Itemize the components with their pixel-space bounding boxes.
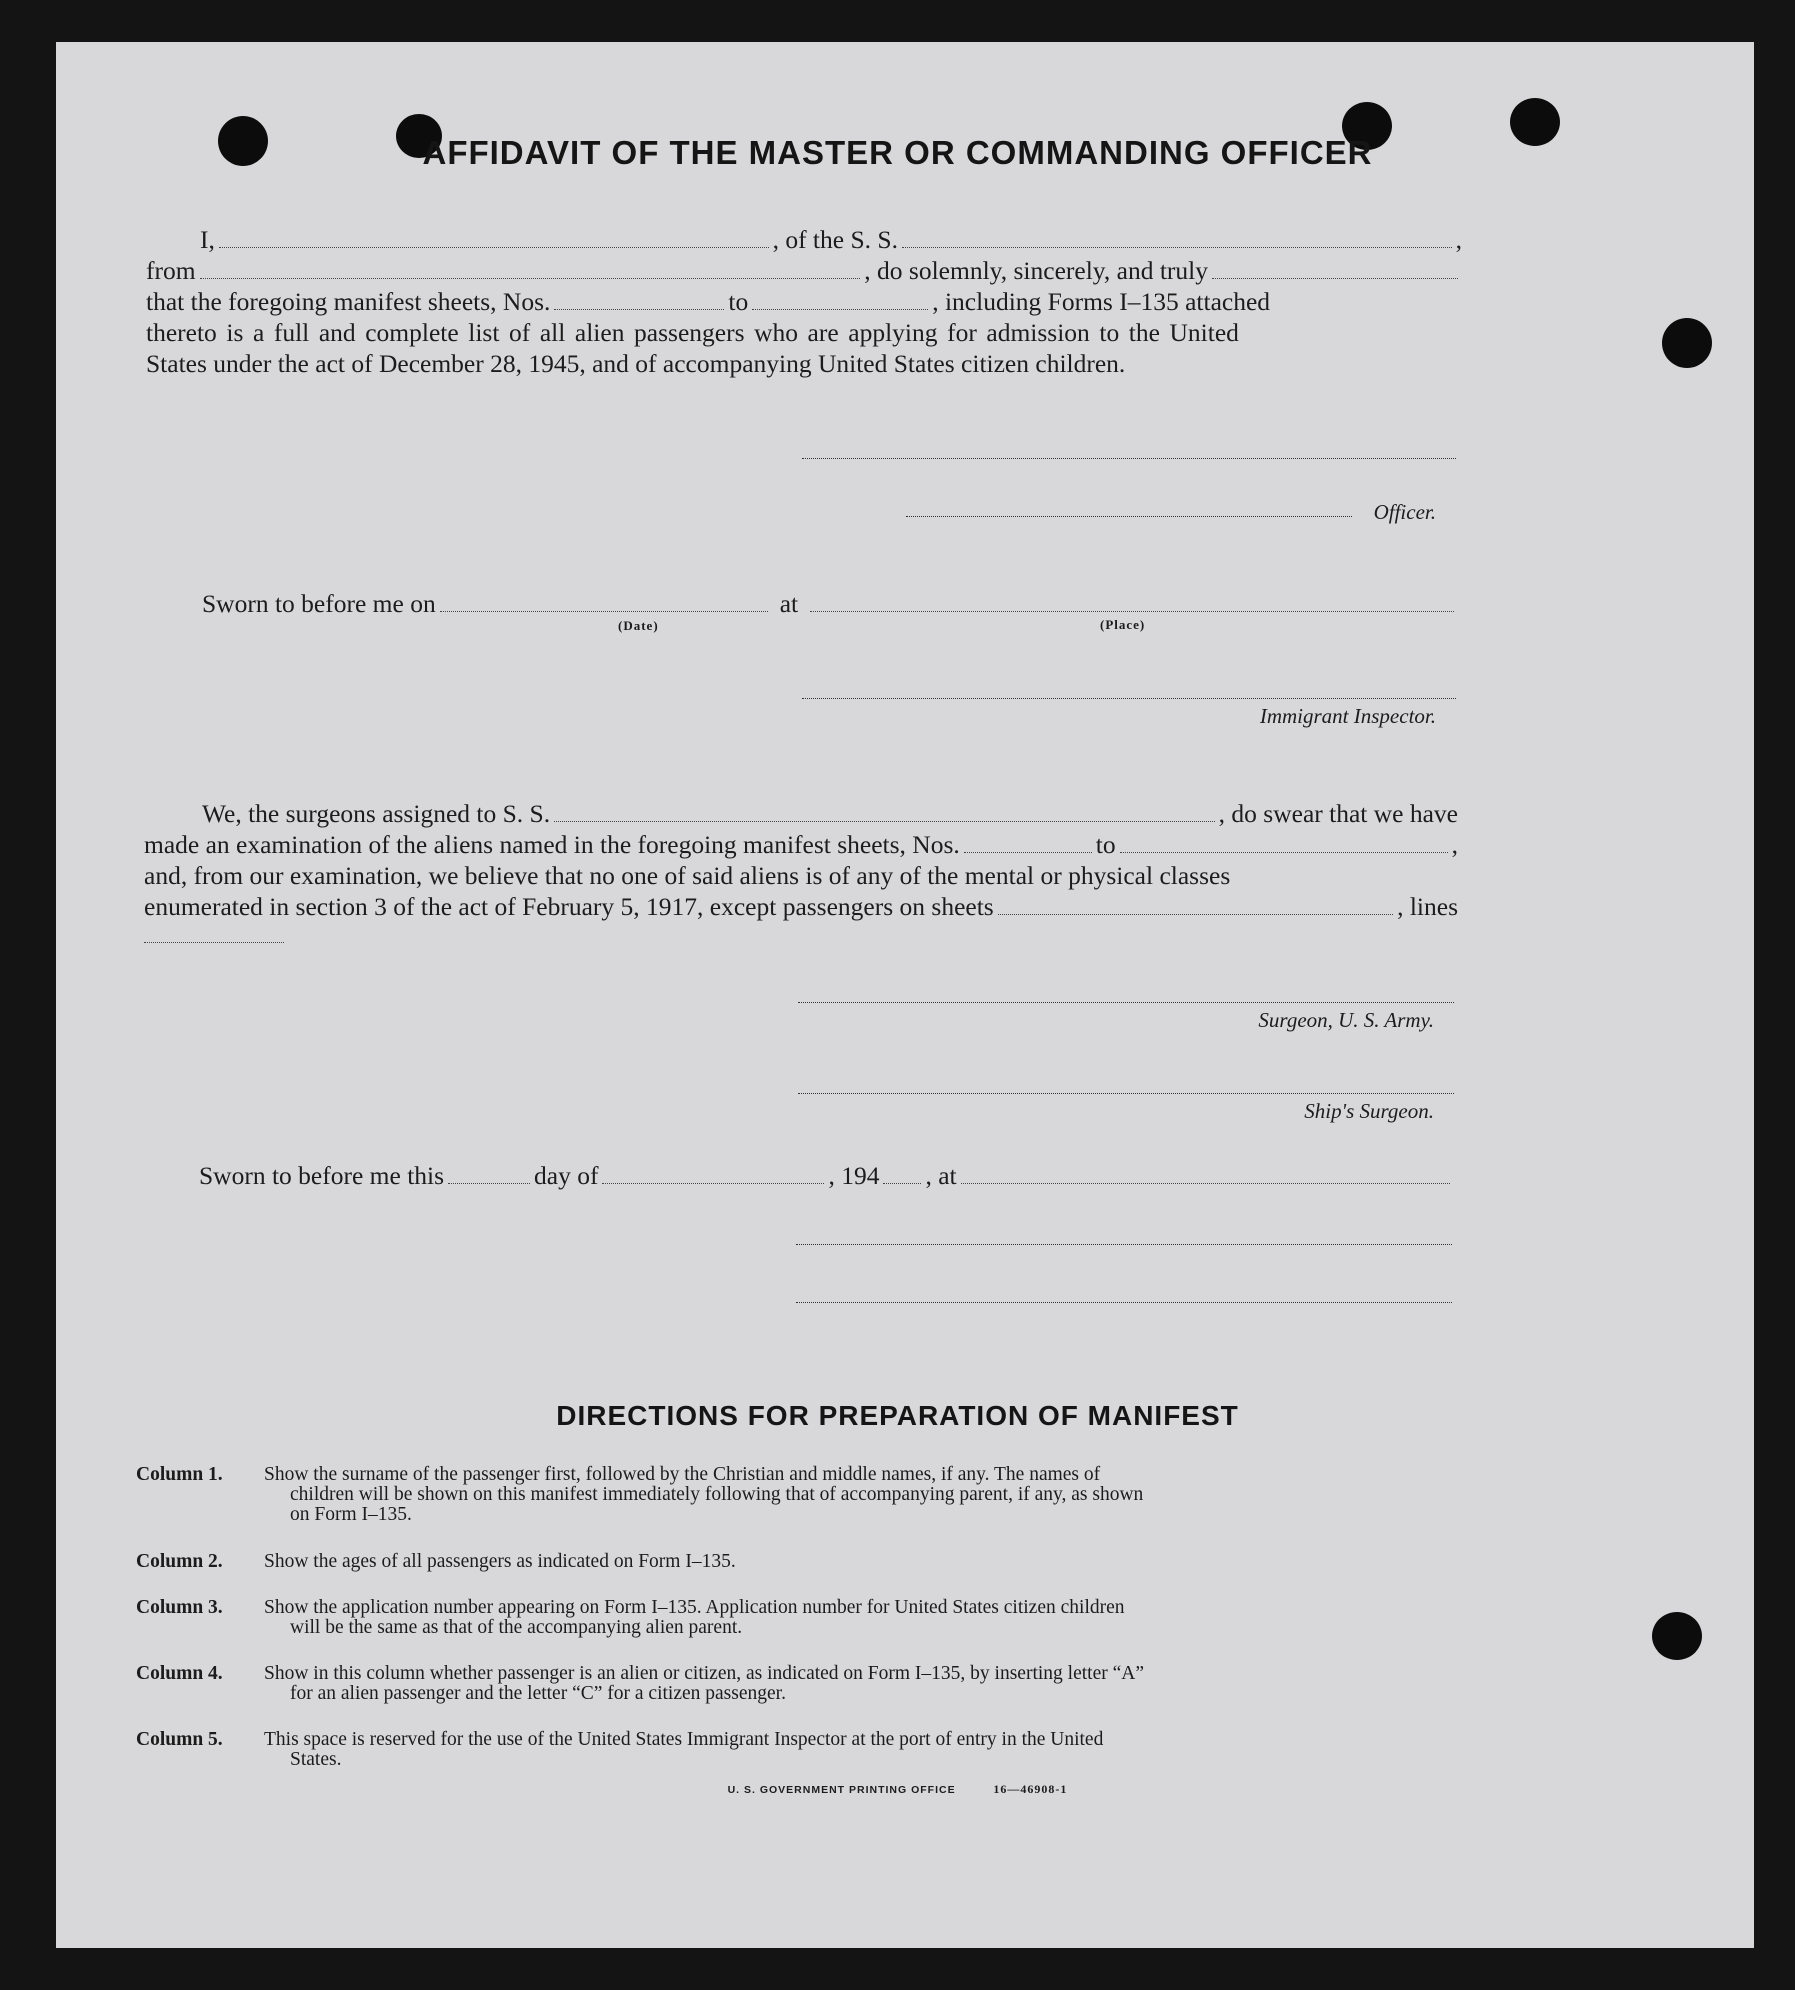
officer-title-line[interactable] bbox=[906, 516, 1352, 517]
affidavit-text: , of the S. S. bbox=[772, 225, 898, 254]
affidavit-text: that the foregoing manifest sheets, Nos. bbox=[146, 287, 551, 316]
official-title-line[interactable] bbox=[796, 1302, 1452, 1303]
inspector-signature-line[interactable] bbox=[802, 698, 1456, 699]
surgeons-text: , bbox=[1451, 830, 1458, 859]
ship-surgeon-label: Ship's Surgeon. bbox=[1304, 1099, 1434, 1123]
direction-text: Show the application number appearing on Form I–135. Application number for United States citizen children bbox=[264, 1597, 1125, 1618]
direction-item bbox=[136, 1664, 1452, 1704]
column-label: Column 3. bbox=[136, 1597, 223, 1618]
surgeons-text: to bbox=[1095, 830, 1116, 859]
master-name-field[interactable] bbox=[219, 227, 769, 248]
column-label: Column 5. bbox=[136, 1729, 223, 1750]
surgeons-text: enumerated in section 3 of the act of February 5, 1917, except passengers on sheets bbox=[144, 892, 994, 921]
inspector-label: Immigrant Inspector. bbox=[1259, 704, 1436, 728]
sworn-text: Sworn to before me on bbox=[202, 589, 436, 618]
place-caption: (Place) bbox=[1100, 617, 1146, 632]
printer-imprint bbox=[0, 1782, 1795, 1797]
direction-text: This space is reserved for the use of the United States Immigrant Inspector at the port of entry in the United bbox=[264, 1729, 1104, 1750]
direction-item bbox=[136, 1552, 1452, 1572]
direction-text: States. bbox=[290, 1749, 342, 1770]
surgeons-paragraph bbox=[144, 798, 1458, 953]
sworn-place-field[interactable] bbox=[810, 591, 1454, 612]
surgeons-text: , lines bbox=[1397, 892, 1458, 921]
form-code: 16—46908-1 bbox=[993, 1782, 1068, 1796]
direction-text: on Form I–135. bbox=[290, 1504, 412, 1525]
officer-signature-line[interactable] bbox=[802, 458, 1456, 459]
affidavit-text: , including Forms I–135 attached bbox=[932, 287, 1271, 316]
sworn-before-line-2 bbox=[199, 1160, 1454, 1191]
sworn-text: , at bbox=[925, 1161, 957, 1190]
officer-label: Officer. bbox=[1373, 500, 1436, 524]
affidavit-paragraph bbox=[146, 224, 1462, 379]
affidavit-text: , do solemnly, sincerely, and truly bbox=[864, 256, 1208, 285]
sworn-text: Sworn to before me this bbox=[199, 1161, 445, 1190]
punch-hole bbox=[1652, 1612, 1702, 1660]
sworn-before-line bbox=[202, 588, 1458, 619]
ship-name-field[interactable] bbox=[902, 227, 1452, 248]
affidavit-title: AFFIDAVIT OF THE MASTER OR COMMANDING OFFICER bbox=[422, 134, 1373, 171]
affidavit-text: thereto is a full and complete list of all alien passengers who are applying for admission to the United bbox=[146, 318, 1239, 347]
surgeons-text: We, the surgeons assigned to S. S. bbox=[202, 799, 551, 828]
surgeons-text: , do swear that we have bbox=[1218, 799, 1458, 828]
sworn-text: at bbox=[779, 589, 799, 618]
direction-text: will be the same as that of the accompanying alien parent. bbox=[290, 1617, 743, 1638]
army-surgeon-label: Surgeon, U. S. Army. bbox=[1258, 1008, 1434, 1032]
surgeons-text: and, from our examination, we believe that no one of said aliens is of any of the mental or physical classes bbox=[144, 861, 1231, 890]
punch-hole bbox=[1662, 318, 1712, 368]
surgeons-sheet-from-field[interactable] bbox=[964, 832, 1092, 853]
direction-item bbox=[136, 1465, 1452, 1525]
except-sheets-field[interactable] bbox=[998, 894, 1393, 915]
sworn-place-field-2[interactable] bbox=[961, 1163, 1450, 1184]
direction-item bbox=[136, 1598, 1452, 1638]
column-label: Column 4. bbox=[136, 1663, 223, 1684]
day-field[interactable] bbox=[448, 1163, 530, 1184]
direction-text: for an alien passenger and the letter “C” for a citizen passenger. bbox=[290, 1683, 786, 1704]
affidavit-text: , bbox=[1455, 225, 1463, 254]
direction-item bbox=[136, 1730, 1452, 1770]
direction-text: Show the ages of all passengers as indicated on Form I–135. bbox=[264, 1551, 736, 1572]
column-label: Column 2. bbox=[136, 1551, 223, 1572]
oath-field[interactable] bbox=[1212, 258, 1458, 279]
month-field[interactable] bbox=[602, 1163, 824, 1184]
sheet-from-field[interactable] bbox=[554, 289, 724, 310]
surgeons-sheet-to-field[interactable] bbox=[1120, 832, 1448, 853]
direction-text: Show in this column whether passenger is an alien or citizen, as indicated on Form I–135, by inserting letter “A” bbox=[264, 1663, 1144, 1684]
affidavit-text: States under the act of December 28, 1945, and of accompanying United States citizen children. bbox=[146, 349, 1126, 378]
ship-surgeon-signature-line[interactable] bbox=[798, 1093, 1454, 1094]
lines-field[interactable] bbox=[144, 922, 284, 943]
date-caption: (Date) bbox=[618, 618, 659, 633]
affidavit-text: to bbox=[728, 287, 749, 316]
surgeons-text: made an examination of the aliens named in the foregoing manifest sheets, Nos. bbox=[144, 830, 960, 859]
year-field[interactable] bbox=[883, 1163, 921, 1184]
departure-port-field[interactable] bbox=[200, 258, 861, 279]
direction-text: children will be shown on this manifest immediately following that of accompanying parent, if any, as shown bbox=[290, 1484, 1144, 1505]
direction-text: Show the surname of the passenger first, followed by the Christian and middle names, if any. The names of bbox=[264, 1464, 1101, 1485]
sworn-text: , 194 bbox=[828, 1161, 880, 1190]
printer-name: U. S. GOVERNMENT PRINTING OFFICE bbox=[727, 1784, 956, 1796]
army-surgeon-signature-line[interactable] bbox=[798, 1002, 1454, 1003]
sworn-text: day of bbox=[534, 1161, 599, 1190]
sworn-date-field[interactable] bbox=[440, 591, 768, 612]
official-signature-line[interactable] bbox=[796, 1244, 1452, 1245]
sheet-to-field[interactable] bbox=[752, 289, 928, 310]
surgeons-ship-field[interactable] bbox=[554, 801, 1215, 822]
affidavit-text: I, bbox=[200, 225, 215, 254]
directions-title: DIRECTIONS FOR PREPARATION OF MANIFEST bbox=[556, 1400, 1239, 1431]
column-label: Column 1. bbox=[136, 1464, 223, 1485]
affidavit-text: from bbox=[146, 256, 196, 285]
